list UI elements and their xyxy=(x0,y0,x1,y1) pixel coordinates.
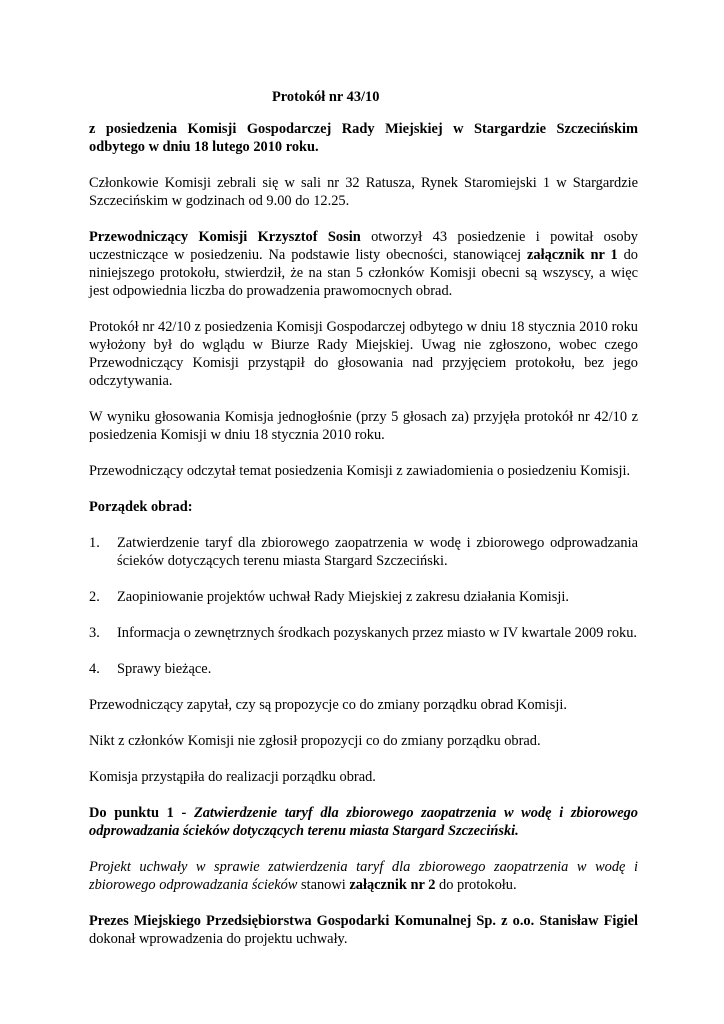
paragraph-text: stanowi xyxy=(297,877,350,893)
paragraph-meeting-location: Członkowie Komisji zebrali się w sali nr 32 Ratusza, Rynek Staromiejski 1 w Stargardzie Szczecińskim w godzinach od 9.00 do 12.25. xyxy=(89,175,638,209)
document-title: Protokół nr 43/10 xyxy=(272,89,380,105)
agenda-heading-text: Porządek obrad: xyxy=(89,499,193,515)
paragraph-president-intro xyxy=(89,912,638,948)
document-body xyxy=(89,120,638,966)
paragraph-opening xyxy=(89,228,638,300)
document-heading xyxy=(89,120,638,156)
president-name: Prezes Miejskiego Przedsiębiorstwa Gospodarki Komunalnej Sp. z o.o. Stanisław Figiel xyxy=(89,913,638,929)
heading-text: z posiedzenia Komisji Gospodarczej Rady Miejskiej w Stargardzie Szczecińskim odbytego w dniu 18 lutego 2010 roku. xyxy=(89,121,638,155)
agenda-item xyxy=(89,534,638,570)
paragraph-text: do protokołu. xyxy=(435,877,517,893)
agenda-item-number: 3. xyxy=(89,625,100,641)
point-1-title: Zatwierdzenie taryf dla zbiorowego zaopatrzenia w wodę i zbiorowego odprowadzania ścieków dotyczących terenu miasta Stargard Szczeciński. xyxy=(89,805,638,839)
paragraph-text: do niniejszego protokołu, stwierdził, że na stan 5 członków Komisji obecni są wszyscy, a więc jest odpowiednia liczba do prowadzenia prawomocnych obrad. xyxy=(89,247,638,299)
attachment-2-ref: załącznik nr 2 xyxy=(349,877,436,893)
point-1-label: Do punktu 1 - xyxy=(89,805,194,821)
chairman-name: Przewodniczący Komisji Krzysztof Sosin xyxy=(89,229,361,245)
agenda-item-number: 4. xyxy=(89,661,100,677)
paragraph-previous-protocol: Protokół nr 42/10 z posiedzenia Komisji Gospodarczej odbytego w dniu 18 stycznia 2010 roku wyłożony był do wglądu w Biurze Rady Miejskiej. Uwag nie zgłoszono, wobec czego Przewodniczący Komisji przystąpił do głosowania nad przyjęciem protokołu, bez jego odczytywania. xyxy=(89,319,638,389)
agenda-item xyxy=(89,624,638,642)
agenda-item-number: 1. xyxy=(89,535,100,551)
agenda-heading xyxy=(89,498,638,516)
paragraph-draft-resolution xyxy=(89,858,638,894)
paragraph-text: otworzył 43 posiedzenie i powitał osoby uczestniczące w posiedzeniu. Na podstawie listy obecności, stanowiącej xyxy=(89,229,639,263)
attachment-1-ref: załącznik nr 1 xyxy=(527,247,618,263)
agenda-item-number: 2. xyxy=(89,589,100,605)
agenda-item-text: Sprawy bieżące. xyxy=(117,661,212,677)
agenda-list xyxy=(89,534,638,678)
agenda-item xyxy=(89,660,638,678)
agenda-item-text: Informacja o zewnętrznych środkach pozyskanych przez miasto w IV kwartale 2009 roku. xyxy=(117,625,638,641)
agenda-item-text: Zatwierdzenie taryf dla zbiorowego zaopatrzenia w wodę i zbiorowego odprowadzania ścieków dotyczących terenu miasta Stargard Szczeciński. xyxy=(117,535,638,569)
paragraph-proceed: Komisja przystąpiła do realizacji porządku obrad. xyxy=(89,769,376,785)
draft-resolution-text: Projekt uchwały w sprawie zatwierdzenia taryf dla zbiorowego zaopatrzenia w wodę i zbiorowego odprowadzania ścieków xyxy=(89,859,638,893)
agenda-item-text: Zaopiniowanie projektów uchwał Rady Miejskiej z zakresu działania Komisji. xyxy=(117,589,569,605)
paragraph-vote-result: W wyniku głosowania Komisja jednogłośnie (przy 5 głosach za) przyjęła protokół nr 42/10 z posiedzenia Komisji w dniu 18 stycznia 2010 roku. xyxy=(89,409,638,443)
paragraph-question: Przewodniczący zapytał, czy są propozycje co do zmiany porządku obrad Komisji. xyxy=(89,697,567,713)
paragraph-no-proposals: Nikt z członków Komisji nie zgłosił propozycji co do zmiany porządku obrad. xyxy=(89,733,541,749)
paragraph-topic-read: Przewodniczący odczytał temat posiedzenia Komisji z zawiadomienia o posiedzeniu Komisji. xyxy=(89,463,631,479)
paragraph-text: dokonał wprowadzenia do projektu uchwały. xyxy=(89,931,348,947)
point-1-heading xyxy=(89,804,638,840)
agenda-item xyxy=(89,588,638,606)
